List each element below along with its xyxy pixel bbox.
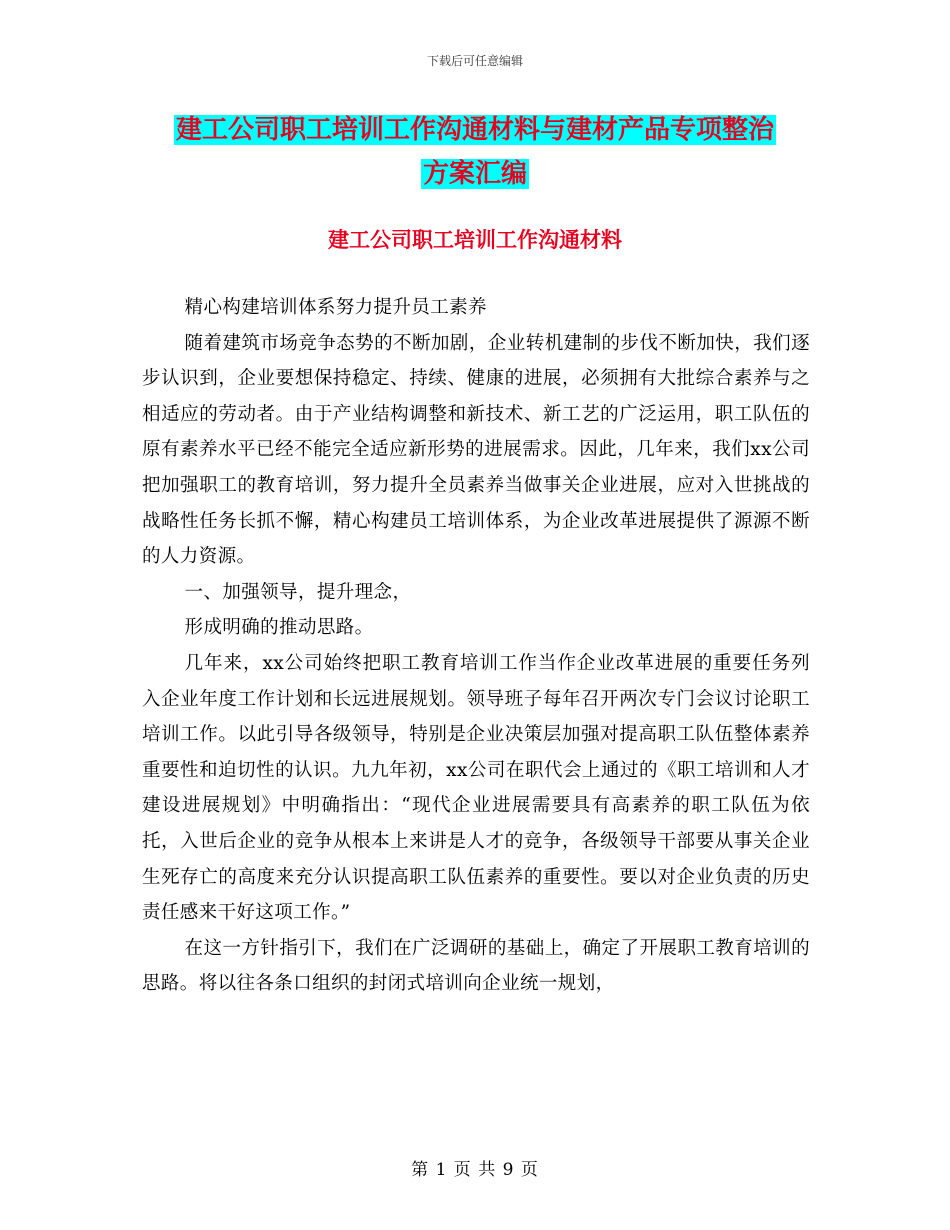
paragraph-subtitle: 精心构建培训体系努力提升员工素养 [184, 297, 487, 318]
paragraph-body-2: 在这一方针指引下，我们在广泛调研的基础上，确定了开展职工教育培训的思路。将以往各条口组织的封闭式培训向企业统一规划， [142, 937, 810, 995]
document-title-text-1: 建工公司职工培训工作沟通材料与建材产品专项整治 [175, 115, 774, 145]
document-title-line-1 [140, 108, 810, 152]
section-title: 建工公司职工培训工作沟通材料 [328, 227, 622, 252]
paragraph-heading-1-cont: 形成明确的推动思路。 [184, 617, 374, 639]
document-body [142, 290, 810, 1002]
header-note: 下载后可任意编辑 [426, 54, 523, 68]
document-title-line-2 [140, 152, 810, 196]
document-title-text-2: 方案汇编 [422, 159, 527, 189]
paragraph-heading-1: 一、加强领导，提升理念， [184, 581, 412, 603]
paragraph-body-1: 几年来，xx公司始终把职工教育培训工作当作企业改革进展的重要任务列入企业年度工作计划和长远进展规划。领导班子每年召开两次专门会议讨论职工培训工作。以此引导各级领导，特别是企业决策层加强对提高职工队伍整体素养重要性和迫切性的认识。九九年初，xx公司在职代会上通过的《职工培训和人才建设进展规划》中明确指出：“现代企业进展需要具有高素养的职工队伍为依托，入世后企业的竞争从根本上来讲是人才的竞争，各级领导干部要从事关企业生死存亡的高度来充分认识提高职工队伍素养的重要性。要以对企业负责的历史责任感来干好这项工作。” [142, 652, 810, 924]
paragraph-intro: 随着建筑市场竞争态势的不断加剧，企业转机建制的步伐不断加快，我们逐步认识到，企业要想保持稳定、持续、健康的进展，必须拥有大批综合素养与之相适应的劳动者。由于产业结构调整和新技术、新工艺的广泛运用，职工队伍的原有素养水平已经不能完全适应新形势的进展需求。因此，几年来，我们xx公司把加强职工的教育培训，努力提升全员素养当做事关企业进展，应对入世挑战的战略性任务长抓不懈，精心构建员工培训体系，为企业改革进展提供了源源不断的人力资源。 [142, 332, 810, 568]
page-footer: 第 1 页 共 9 页 [411, 1160, 539, 1180]
